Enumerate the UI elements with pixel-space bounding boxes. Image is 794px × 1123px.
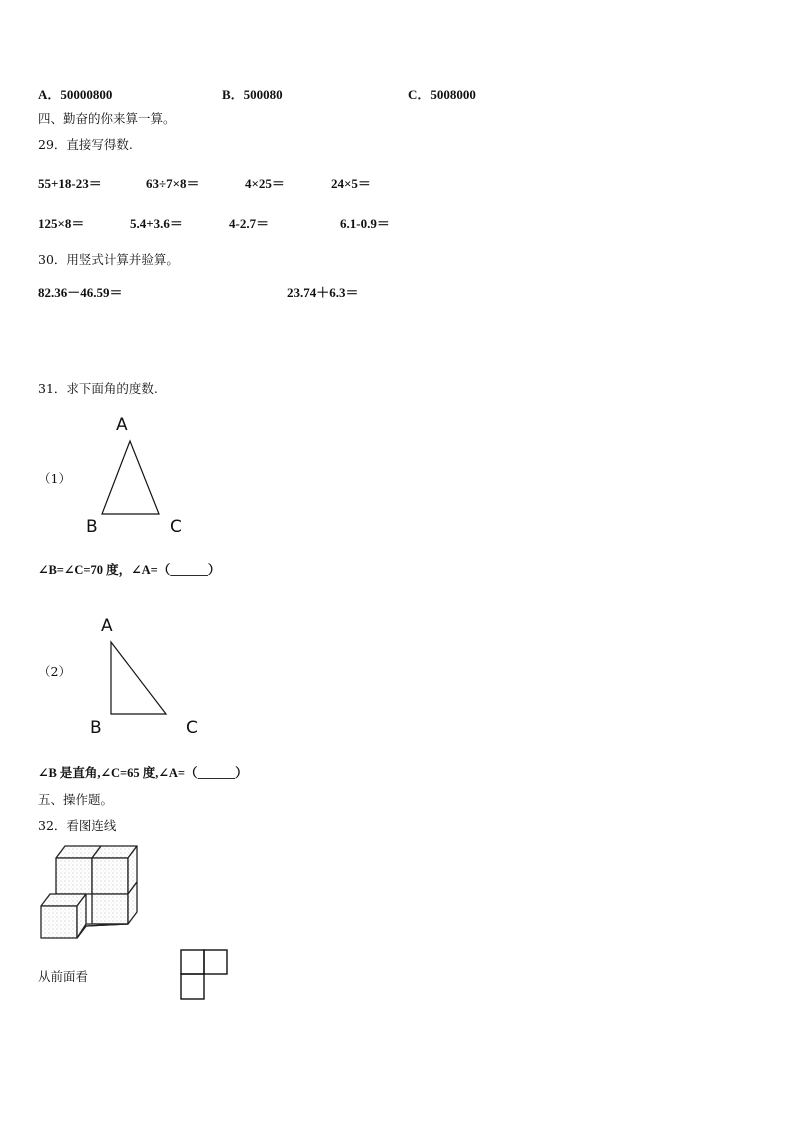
q29-expr-5: 125×8＝ xyxy=(38,216,85,231)
vertex-b-label-1: B xyxy=(86,517,98,537)
option-b: B．500080 xyxy=(222,87,283,102)
vertex-a-label-2: A xyxy=(101,616,113,636)
q31-part1-text: ∠B=∠C=70 度，∠A=（ xyxy=(38,563,171,577)
q31-part1-close: ） xyxy=(207,563,221,577)
q29-expr-3: 4×25＝ xyxy=(245,176,285,191)
q29-expr-6: 5.4+3.6＝ xyxy=(130,216,183,231)
section5-title: 五、操作题。 xyxy=(38,792,114,807)
q29-expr-4: 24×5＝ xyxy=(331,176,371,191)
view-label: 从前面看 xyxy=(38,969,89,984)
q31-part2-label: （2） xyxy=(38,664,71,679)
vertex-b-label-2: B xyxy=(90,718,102,738)
q30-expr-2: 23.74＋6.3＝ xyxy=(287,285,359,300)
q30-expr-1: 82.36－46.59＝ xyxy=(38,285,123,300)
vertex-c-label-2: C xyxy=(186,718,198,738)
section4-title: 四、勤奋的你来算一算。 xyxy=(38,111,176,126)
option-a: A．50000800 xyxy=(38,87,113,102)
vertex-a-label-1: A xyxy=(116,415,128,435)
q32-title: 32．看图连线 xyxy=(38,818,117,833)
q29-expr-1: 55+18-23＝ xyxy=(38,176,102,191)
q31-part2-close: ） xyxy=(235,766,248,780)
q29-expr-8: 6.1-0.9＝ xyxy=(340,216,390,231)
q29-title: 29．直接写得数. xyxy=(38,137,133,152)
q30-title: 30．用竖式计算并验算。 xyxy=(38,252,179,267)
q31-part2-blank[interactable]: ______ xyxy=(197,766,236,780)
q29-expr-2: 63÷7×8＝ xyxy=(146,176,200,191)
q31-part1-label: （1） xyxy=(38,471,71,486)
q29-expr-7: 4-2.7＝ xyxy=(229,216,270,231)
vertex-c-label-1: C xyxy=(170,517,182,537)
q31-part2-text: ∠B 是直角,∠C=65 度,∠A=（ xyxy=(38,766,198,780)
q31-part1-blank[interactable]: ______ xyxy=(170,563,208,577)
q31-title: 31．求下面角的度数. xyxy=(38,381,158,396)
option-c: C．5008000 xyxy=(408,87,476,102)
